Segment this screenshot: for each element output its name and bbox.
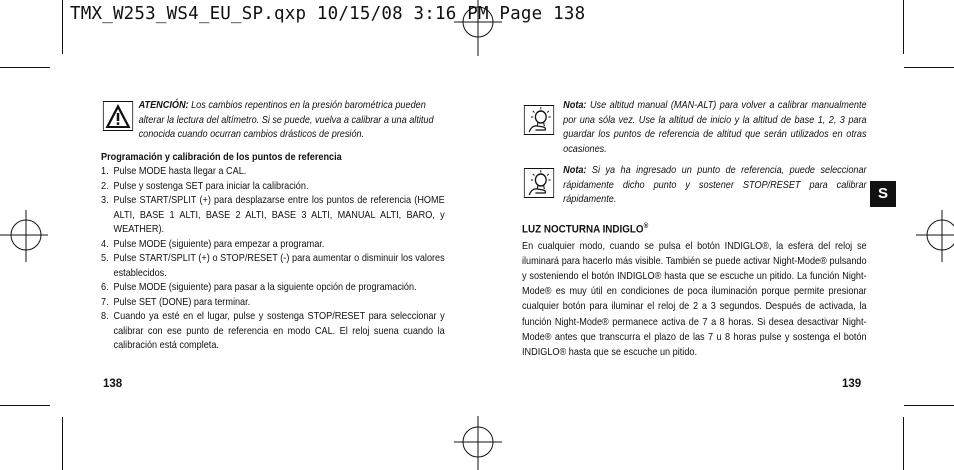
note-2-text: Nota: Si ya ha ingresado un punto de referencia, puede seleccionar rápidamente dicho punto y sostener STOP/RESET para calibrar rápidamente. [563, 165, 867, 205]
warning-text: ATENCIÓN: Los cambios repentinos en la presión barométrica pueden alterar la lectura del altímetro. Si se puede, vuelva a calibrar a una altitud conocida cuando ocurran cambios drásticos de presión. [138, 100, 434, 140]
step-number: 8. [101, 311, 109, 322]
step-text: Pulse MODE (siguiente) para empezar a programar. [113, 238, 325, 250]
crop-mark-bottom-left-v [62, 417, 63, 470]
step-text: Pulse MODE hasta llegar a CAL. [113, 166, 247, 177]
step-number: 5. [101, 253, 109, 264]
section-heading: Programación y calibración de los puntos de referencia [101, 151, 342, 163]
step-number: 3. [101, 195, 109, 206]
step-item [101, 180, 445, 195]
registration-mark-left [0, 206, 52, 266]
crop-mark-top-left-v [62, 0, 63, 54]
right-page [522, 99, 867, 360]
warning-label: ATENCIÓN: [138, 100, 189, 111]
page-number-right: 139 [842, 378, 862, 390]
registered-mark: ® [643, 222, 649, 230]
warning-note [101, 99, 445, 143]
step-item [101, 165, 445, 180]
step-text: Pulse SET (DONE) para terminar. [113, 296, 251, 308]
file-slug: TMX_W253_WS4_EU_SP.qxp 10/15/08 3:16 PM Page 138 [70, 4, 586, 24]
note-1 [522, 99, 867, 157]
registration-mark-right [902, 206, 954, 266]
crop-mark-top-left-h [0, 67, 50, 68]
step-text: Pulse MODE (siguiente) para pasar a la siguiente opción de programación. [113, 282, 417, 293]
lightbulb-hand-icon [524, 105, 554, 135]
note-2 [522, 164, 867, 208]
step-number: 6. [101, 282, 109, 293]
note-1-text: Nota: Use altitud manual (MAN-ALT) para volver a calibrar manualmente por una sóla vez. Use la altitud de inicio y la altitud de base 1, 2, 3 para guardar los puntos de referencia de altitud que serán utilizados en otras ocasiones. [563, 100, 867, 155]
note-1-label: Nota: [563, 100, 587, 111]
step-item [101, 194, 445, 238]
step-number: 7. [101, 296, 109, 308]
step-number: 2. [101, 180, 109, 192]
crop-mark-top-right-v [903, 0, 904, 54]
step-text: Pulse START/SPLIT (+) o STOP/RESET (-) para aumentar o disminuir los valores establecidos. [113, 253, 445, 279]
page-number-left: 138 [103, 378, 123, 390]
step-text: Pulse START/SPLIT (+) para desplazarse entre los puntos de referencia (HOME ALTI, BASE 1 ALTI, BASE 2 ALTI, BASE 3 ALTI, MANUAL ALTI, BARO, y WEATHER). [113, 195, 445, 235]
step-number: 1. [101, 166, 109, 177]
step-item [101, 238, 445, 253]
step-item [101, 281, 445, 296]
step-item [101, 296, 445, 311]
registration-mark-bottom [448, 412, 508, 470]
section-tab: S [870, 181, 896, 207]
crop-mark-bottom-right-h [904, 405, 954, 406]
step-number: 4. [101, 238, 109, 250]
registration-mark-top [448, 0, 508, 60]
indiglo-heading: LUZ NOCTURNA INDIGLO® [522, 222, 649, 236]
steps-list [101, 165, 445, 354]
note-2-label: Nota: [563, 165, 587, 176]
crop-mark-bottom-right-v [903, 417, 904, 470]
step-item [101, 310, 445, 354]
step-text: Cuando ya esté en el lugar, pulse y sostenga STOP/RESET para seleccionar y calibrar con ese punto de referencia en modo CAL. El reloj suena cuando la calibración está completa. [113, 311, 445, 351]
indiglo-body: En cualquier modo, cuando se pulsa el botón INDIGLO®, la esfera del reloj se iluminará para hacerlo más visible. También se puede activar Night-Mode® pulsando y sosteniendo el botón INDIGLO® hasta que se escuche un pitido. La función Night-Mode® es muy útil en condiciones de poca iluminación porque permite presionar cualquier botón para iluminar el reloj de 2 a 3 segundos. Después de activada, la función Night-Mode® permanece activa de 7 a 8 horas. Si desea desactivar Night-Mode® antes que transcurra el plazo de las 7 u 8 horas pulse y sostenga el botón INDIGLO® hasta que se escuche un pitido. [522, 240, 867, 359]
warning-triangle-icon [103, 101, 133, 131]
lightbulb-hand-icon [524, 168, 554, 198]
left-page [101, 99, 445, 354]
step-item [101, 252, 445, 281]
crop-mark-bottom-left-h [0, 405, 50, 406]
crop-mark-top-right-h [904, 67, 954, 68]
step-text: Pulse y sostenga SET para iniciar la calibración. [113, 180, 309, 192]
